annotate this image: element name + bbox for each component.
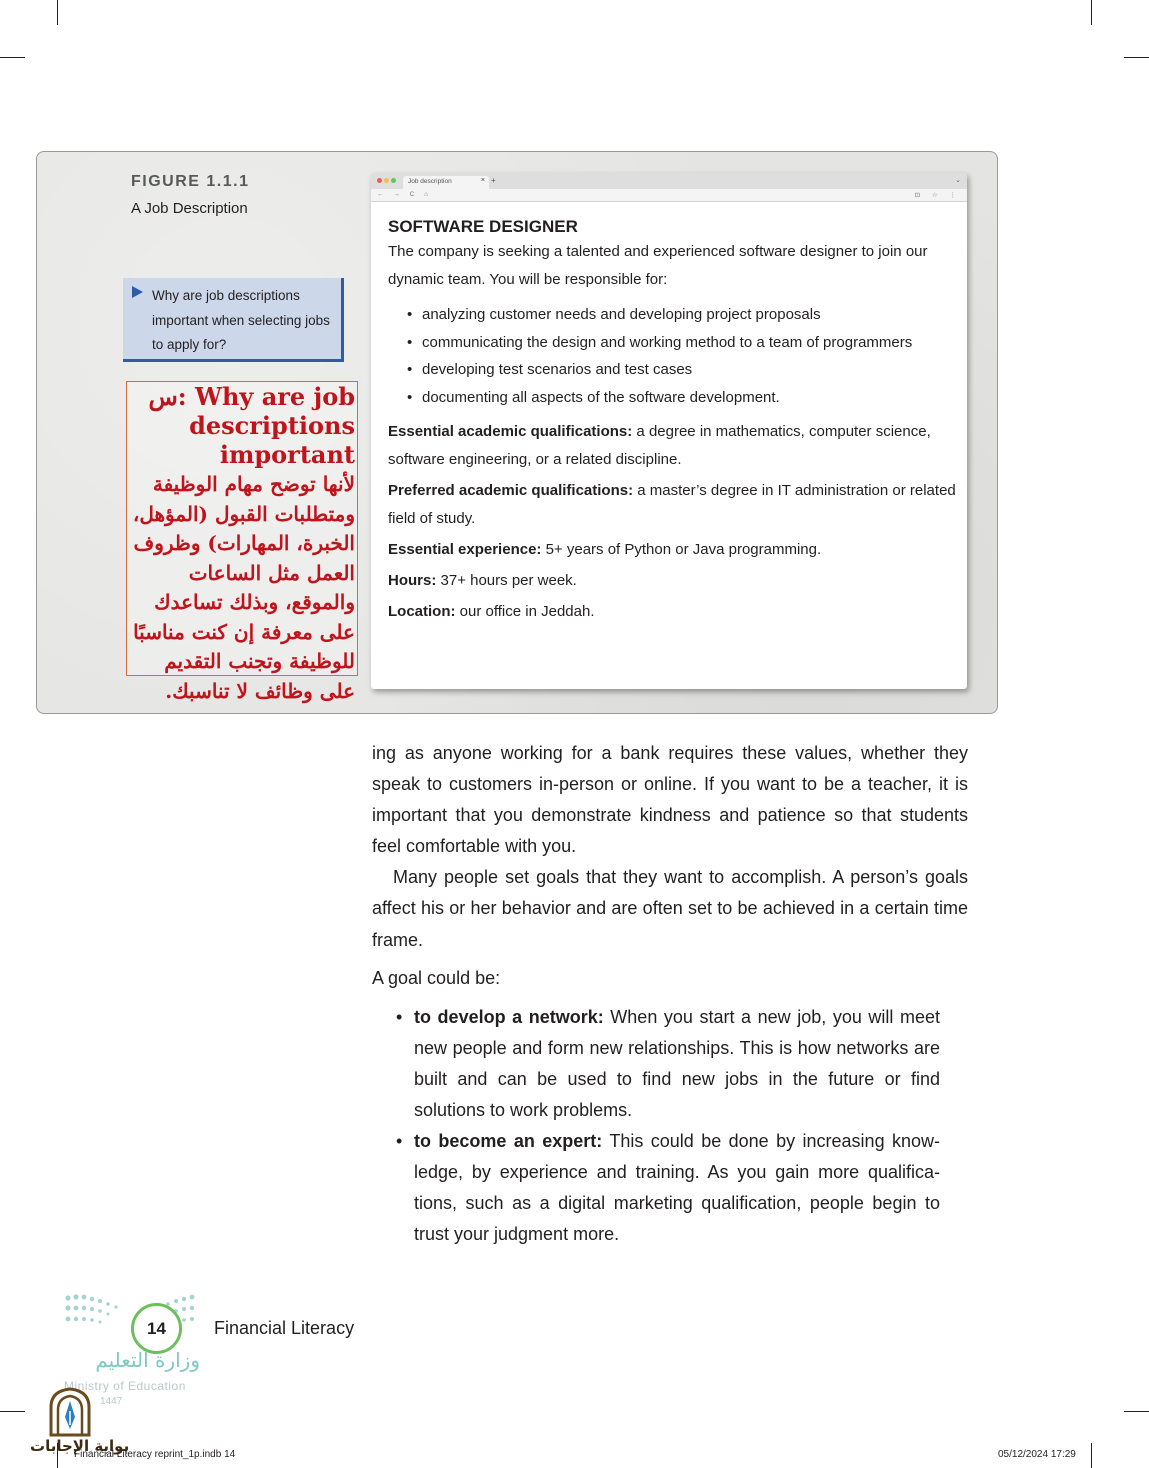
crop-mark bbox=[1091, 0, 1092, 25]
field-label: Essential experience: bbox=[388, 540, 542, 558]
play-arrow-icon bbox=[132, 286, 143, 298]
goal-label: to develop a network: bbox=[414, 1006, 604, 1027]
paragraph: ing as anyone working for a bank requires these values, whether they speak to customers in-person or online. If you want to be a teacher, it is important that you demonstrate kindness and patience so that students feel comfortable with you. bbox=[372, 743, 968, 857]
print-slug-file: Financial Literacy reprint_1p.indb 14 bbox=[74, 1449, 236, 1460]
list-item: • developing test scenarios and test cases bbox=[405, 356, 958, 384]
crop-mark bbox=[1091, 1443, 1092, 1468]
paragraph: Many people set goals that they want to accomplish. A person’s goals affect his or her behavior and are often set to be achieved in a certain time frame. bbox=[372, 867, 968, 950]
window-controls bbox=[377, 178, 396, 183]
list-item: • documenting all aspects of the software development. bbox=[405, 384, 958, 412]
list-item bbox=[396, 1002, 940, 1126]
browser-window bbox=[371, 173, 967, 689]
question-text: Why are job descriptions important when selecting jobs to apply for? bbox=[152, 288, 330, 352]
goal-label: to become an expert: bbox=[414, 1131, 603, 1152]
browser-tab bbox=[403, 176, 489, 189]
figure-caption: A Job Description bbox=[131, 200, 248, 217]
ministry-name-english: Ministry of Education bbox=[64, 1379, 186, 1393]
goals-list bbox=[396, 1002, 940, 1251]
page-number: 14 bbox=[131, 1303, 182, 1354]
goal-text: When you start a new job, you will meet new people and form new relationships. This is how networks are built and can be used to find new jobs in the future or find solutions to work problems. bbox=[414, 1006, 940, 1121]
answer-arabic: لأنها توضح مهام الوظيفة ومتطلبات القبول (المؤهل، الخبرة، المهارات) وظروف العمل مثل الساعات والموقع، وبذلك تساعدك على معرفة إن كنت مناسبًا للوظيفة وتجنب التقديم على وظائف لا تناسبك. bbox=[132, 472, 355, 703]
job-title: SOFTWARE DESIGNER bbox=[388, 217, 578, 236]
question-box bbox=[123, 278, 344, 362]
browser-tab-bar bbox=[371, 173, 967, 189]
book-title: Financial Literacy bbox=[214, 1318, 355, 1338]
print-slug-date: 05/12/2024 17:29 bbox=[998, 1449, 1076, 1460]
site-logo-text: بوابة الإجابات bbox=[30, 1437, 130, 1455]
minimize-dot-icon bbox=[384, 178, 389, 183]
crop-mark bbox=[57, 0, 58, 25]
list-item: • analyzing customer needs and developing project proposals bbox=[405, 301, 958, 329]
field-value: a degree in mathematics, computer science, software engineering, or a related discipline. bbox=[388, 422, 931, 468]
goal-text: This could be done by increasing know-ledge, by experience and training. As you gain more qualifica-tions, such as a digital marketing qualification, people begin to trust your judgment more. bbox=[414, 1131, 941, 1245]
figure-label: FIGURE 1.1.1 bbox=[131, 173, 250, 190]
crop-mark bbox=[0, 57, 25, 58]
field-label: Essential academic qualifications: bbox=[388, 422, 633, 440]
close-icon: × bbox=[480, 177, 485, 184]
new-tab-icon: + bbox=[491, 176, 496, 185]
site-logo-gate-icon bbox=[47, 1387, 93, 1437]
body-text bbox=[372, 738, 968, 1251]
location bbox=[388, 598, 958, 626]
crop-mark bbox=[0, 1411, 25, 1412]
answer-english: س: Why are job descriptions important bbox=[148, 382, 355, 469]
tab-title: Job description bbox=[408, 178, 452, 185]
handwritten-answer-box bbox=[126, 381, 358, 703]
preferred-academic-qualifications bbox=[388, 477, 958, 533]
job-description bbox=[388, 217, 958, 629]
responsibilities-list bbox=[405, 301, 958, 412]
field-label: Location: bbox=[388, 602, 456, 620]
navigation-icons: ← → C ⌂ bbox=[377, 191, 433, 198]
field-value: our office in Jeddah. bbox=[455, 602, 595, 620]
crop-mark bbox=[1124, 57, 1149, 58]
ministry-name-arabic: وزارة التعليم bbox=[95, 1348, 200, 1372]
close-dot-icon bbox=[377, 178, 382, 183]
job-intro: The company is seeking a talented and experienced software designer to join our dynamic team. You will be responsible for: bbox=[388, 243, 928, 288]
toolbar-icons: ⊡ ☆ ⋮ bbox=[914, 192, 961, 199]
window-menu-icon: ⌄ bbox=[955, 177, 961, 184]
maximize-dot-icon bbox=[391, 178, 396, 183]
field-value: a master’s degree in IT administration or related field of study. bbox=[388, 481, 956, 527]
field-value: 5+ years of Python or Java programming. bbox=[541, 540, 822, 558]
ministry-year: 1447 bbox=[100, 1396, 123, 1407]
list-item bbox=[396, 1126, 940, 1250]
hours bbox=[388, 567, 958, 595]
essential-experience bbox=[388, 536, 958, 564]
field-label: Hours: bbox=[388, 571, 437, 589]
crop-mark bbox=[1124, 1411, 1149, 1412]
essential-academic-qualifications bbox=[388, 418, 958, 474]
browser-toolbar bbox=[371, 189, 967, 202]
field-label: Preferred academic qualifications: bbox=[388, 481, 634, 499]
field-value: 37+ hours per week. bbox=[436, 571, 577, 589]
goal-intro: A goal could be: bbox=[372, 967, 501, 988]
list-item: • communicating the design and working method to a team of programmers bbox=[405, 329, 958, 357]
